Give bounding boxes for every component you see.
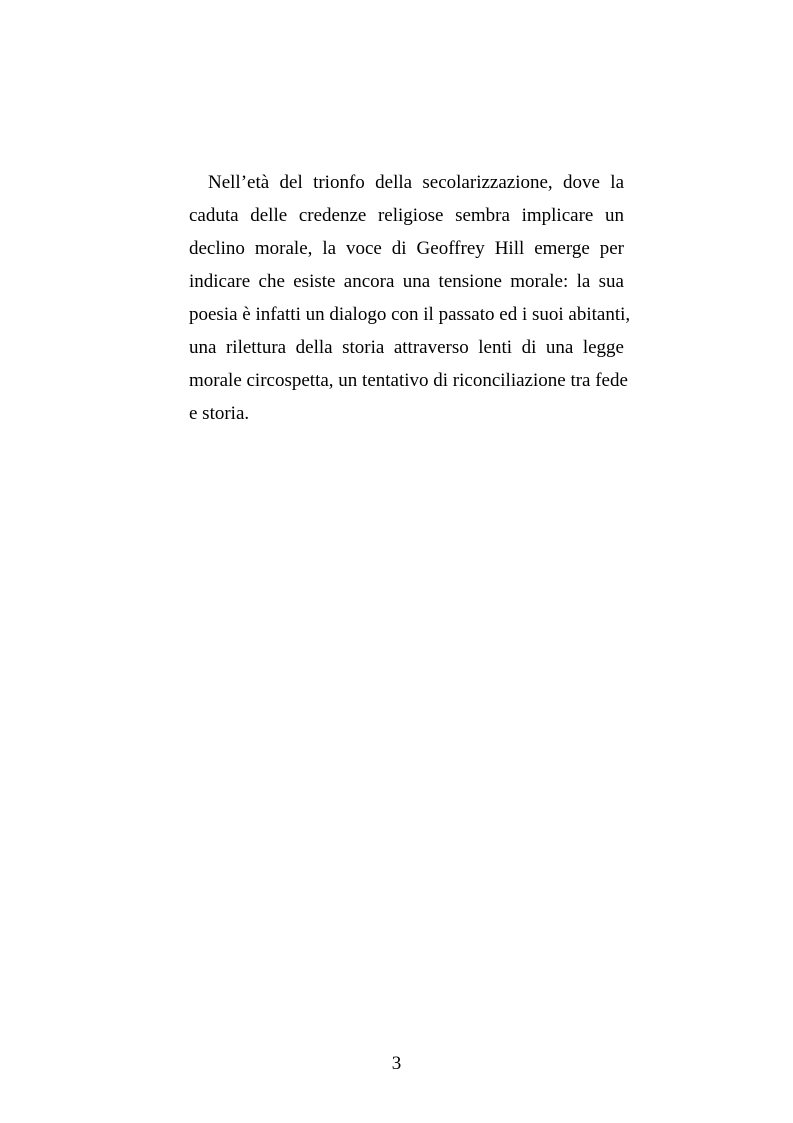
- paragraph-line: una rilettura della storia attraverso lenti di una legge: [189, 337, 624, 358]
- paragraph-line: declino morale, la voce di Geoffrey Hill emerge per: [189, 238, 624, 259]
- paragraph-line: caduta delle credenze religiose sembra implicare un: [189, 205, 624, 226]
- paragraph-line: e storia.: [189, 403, 250, 424]
- paragraph-line: indicare che esiste ancora una tensione morale: la sua: [189, 271, 624, 292]
- body-paragraph: [189, 166, 631, 430]
- page-number: 3: [391, 1053, 402, 1074]
- paragraph-line: poesia è infatti un dialogo con il passato ed i suoi abitanti,: [189, 304, 631, 325]
- paragraph-line: Nell’età del trionfo della secolarizzazione, dove la: [208, 172, 624, 193]
- paragraph-line: morale circospetta, un tentativo di riconciliazione tra fede: [189, 370, 628, 391]
